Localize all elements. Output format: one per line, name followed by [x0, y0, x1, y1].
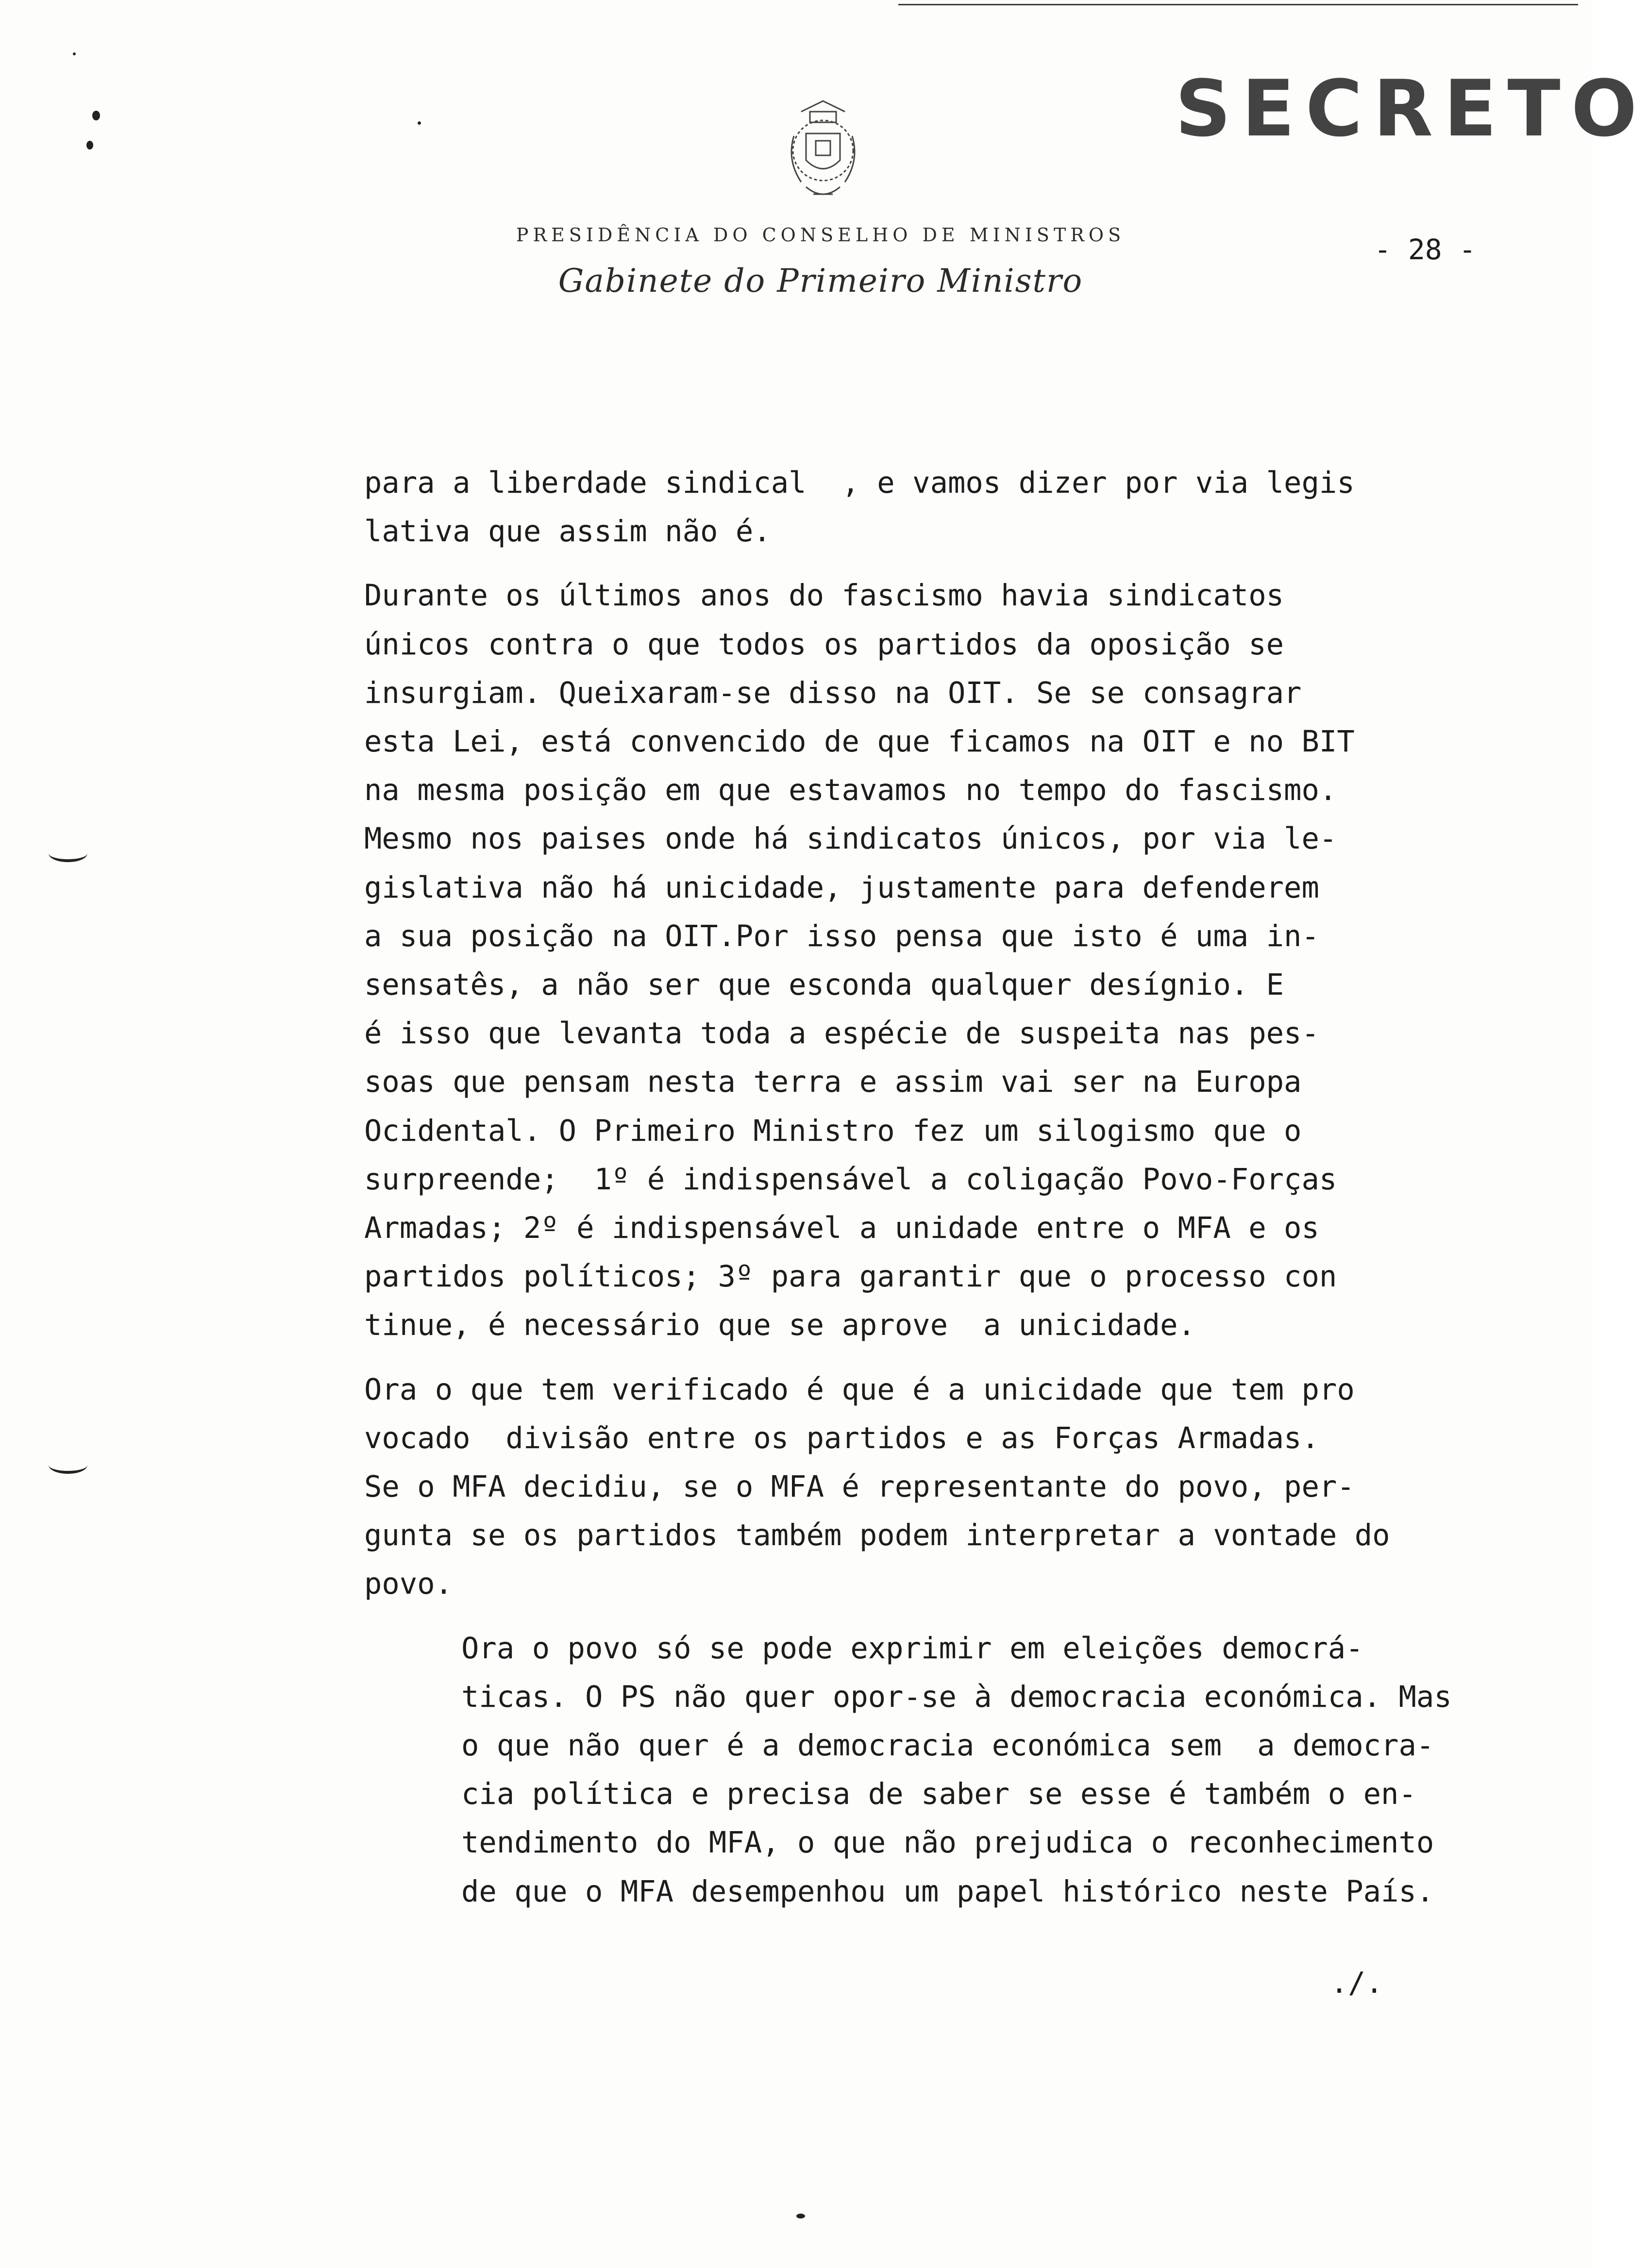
text-line: partidos políticos; 3º para garantir que o processo con [364, 1260, 1337, 1294]
text-line: Ora o povo só se pode exprimir em eleições democrá- [461, 1631, 1363, 1666]
margin-mark [49, 1456, 87, 1474]
text-line: o que não quer é a democracia económica sem a democra- [461, 1729, 1434, 1763]
margin-mark [49, 845, 87, 862]
continuation-mark: ./. [1330, 1966, 1383, 2000]
paragraph [364, 459, 1481, 556]
scan-speck [92, 111, 100, 120]
text-line: tendimento do MFA, o que não prejudica o reconhecimento [461, 1826, 1434, 1860]
text-line: Durante os últimos anos do fascismo havia sindicatos [364, 579, 1284, 613]
paragraph [364, 1366, 1481, 1609]
text-line: de que o MFA desempenhou um papel histórico neste País. [461, 1874, 1434, 1909]
paragraph [364, 571, 1481, 1350]
cabinet-name: Gabinete do Primeiro Ministro [558, 262, 1083, 300]
text-line: gunta se os partidos também podem interpretar a vontade do [364, 1518, 1390, 1553]
text-line: para a liberdade sindical , e vamos dizer por via legis [364, 466, 1355, 500]
text-line: a sua posição na OIT.Por isso pensa que isto é uma in- [364, 919, 1319, 953]
scan-speck [73, 52, 76, 55]
text-line: na mesma posição em que estavamos no tempo do fascismo. [364, 773, 1337, 808]
text-line: vocado divisão entre os partidos e as Forças Armadas. [364, 1421, 1319, 1455]
text-line: gislativa não há unicidade, justamente para defenderem [364, 870, 1319, 905]
document-body [364, 459, 1481, 1916]
text-line: Ocidental. O Primeiro Ministro fez um silogismo que o [364, 1114, 1302, 1148]
scan-speck [418, 121, 421, 125]
scan-speck [86, 141, 93, 150]
paragraph [364, 1624, 1481, 1916]
scan-speck [796, 2214, 805, 2218]
text-line: Armadas; 2º é indispensável a unidade entre o MFA e os [364, 1211, 1319, 1246]
coat-of-arms-emblem-icon [767, 92, 879, 214]
page-number: - 28 - [1374, 233, 1476, 266]
top-border-line [898, 4, 1578, 5]
text-line: esta Lei, está convencido de que ficamos na OIT e no BIT [364, 725, 1355, 759]
text-line: tinue, é necessário que se aprove a unicidade. [364, 1308, 1195, 1343]
text-line: ticas. O PS não quer opor-se à democracia económica. Mas [461, 1680, 1452, 1714]
secret-stamp: SECRETO [1175, 63, 1648, 154]
text-line: insurgiam. Queixaram-se disso na OIT. Se se consagrar [364, 676, 1302, 710]
text-line: Mesmo nos paises onde há sindicatos únicos, por via le- [364, 822, 1337, 856]
text-line: Se o MFA decidiu, se o MFA é representante do povo, per- [364, 1470, 1355, 1504]
text-line: cia política e precisa de saber se esse é também o en- [461, 1777, 1416, 1812]
text-line: Ora o que tem verificado é que é a unicidade que tem pro [364, 1372, 1355, 1407]
text-line: únicos contra o que todos os partidos da oposição se [364, 627, 1284, 662]
text-line: é isso que levanta toda a espécie de suspeita nas pes- [364, 1017, 1319, 1051]
text-line: soas que pensam nesta terra e assim vai ser na Europa [364, 1065, 1302, 1100]
text-line: surpreende; 1º é indispensável a coligação Povo-Forças [364, 1162, 1337, 1197]
text-line: lativa que assim não é. [364, 515, 771, 549]
text-line: povo. [364, 1567, 453, 1601]
text-line: sensatês, a não ser que esconda qualquer desígnio. E [364, 968, 1284, 1002]
institution-name: PRESIDÊNCIA DO CONSELHO DE MINISTROS [516, 224, 1126, 246]
